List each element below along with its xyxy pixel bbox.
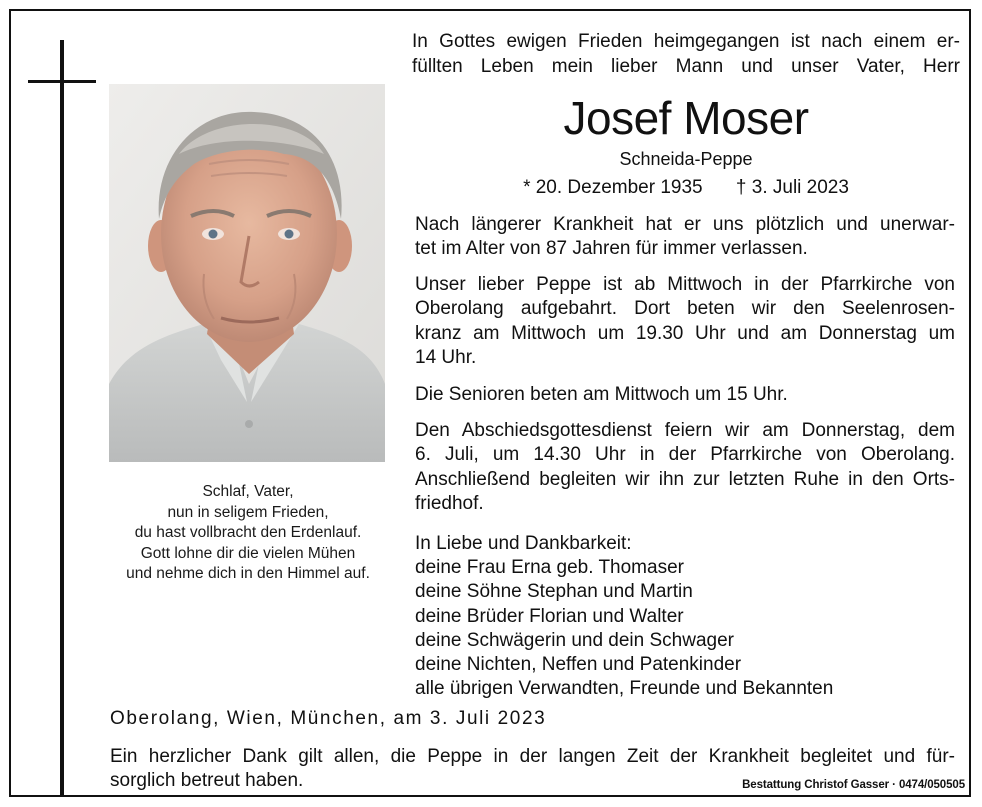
verse-line: du hast vollbracht den Erdenlauf. — [134, 524, 362, 541]
cross-icon-vertical — [60, 40, 64, 796]
paragraph-funeral — [415, 419, 955, 517]
mourner-item: deine Schwägerin und dein Schwager — [415, 629, 734, 651]
paragraph-line: Anschließend begleiten wir ihn zur letzten Ruhe in den Orts- — [415, 468, 955, 490]
paragraph-line: friedhof. — [415, 493, 484, 515]
thanks-line: sorglich betreut haben. — [110, 770, 304, 791]
verse-line: Schlaf, Vater, — [202, 483, 294, 500]
verse-line: Gott lohne dir die vielen Mühen — [140, 544, 356, 562]
paragraph-line: Unser lieber Peppe ist ab Mittwoch in der Pfarrkirche von — [415, 274, 955, 295]
mourner-item: deine Frau Erna geb. Thomaser — [415, 557, 684, 579]
paragraph-line: Den Abschiedsgottesdienst feiern wir am Donnerstag, dem — [415, 420, 955, 441]
mourner-item: deine Nichten, Neffen und Patenkinder — [415, 654, 742, 676]
mourners-list — [415, 532, 955, 701]
undertaker-contact: Bestattung Christof Gasser · 0474/050505 — [742, 779, 965, 791]
paragraph-line: kranz am Mittwoch um 19.30 Uhr und am Donnerstag um — [415, 322, 955, 344]
mourner-item: alle übrigen Verwandten, Freunde und Bekannten — [415, 678, 834, 700]
life-dates — [412, 176, 960, 200]
paragraph-line: 14 Uhr. — [415, 347, 477, 369]
cross-icon-horizontal — [28, 80, 96, 83]
verse-line: und nehme dich in den Himmel auf. — [126, 565, 370, 582]
place-and-date: Oberolang, Wien, München, am 3. Juli 2023 — [110, 708, 547, 729]
intro-text — [412, 30, 960, 79]
mourner-item: deine Brüder Florian und Walter — [415, 605, 684, 627]
paragraph-line: Nach längerer Krankheit hat er uns plötzlich und unerwar- — [415, 214, 955, 235]
birth-date: * 20. Dezember 1935 — [523, 177, 703, 198]
deceased-nickname: Schneida-Peppe — [619, 149, 753, 169]
paragraph-line: 6. Juli, um 14.30 Uhr in der Pfarrkirche von Oberolang. — [415, 444, 955, 466]
paragraph-line: Die Senioren beten am Mittwoch um 15 Uhr. — [415, 384, 788, 405]
paragraph-illness — [415, 213, 955, 262]
portrait-photo — [109, 84, 385, 462]
thanks-line: Ein herzlicher Dank gilt allen, die Peppe in der langen Zeit der Krankheit begleitet und für- — [110, 746, 955, 767]
paragraph-seniors — [415, 383, 955, 407]
intro-line: füllten Leben mein lieber Mann und unser Vater, Herr — [412, 55, 960, 77]
mourners-heading: In Liebe und Dankbarkeit: — [415, 533, 632, 554]
paragraph-line: tet im Alter von 87 Jahren für immer verlassen. — [415, 238, 808, 260]
verse-line: nun in seligem Frieden, — [167, 503, 329, 521]
mourner-item: deine Söhne Stephan und Martin — [415, 581, 693, 603]
intro-line: In Gottes ewigen Frieden heimgegangen ist nach einem er- — [412, 31, 960, 52]
paragraph-viewing — [415, 273, 955, 371]
death-date: † 3. Juli 2023 — [735, 177, 849, 198]
verse-poem — [100, 482, 396, 585]
paragraph-line: Oberolang aufgebahrt. Dort beten wir den Seelenrosen- — [415, 298, 955, 320]
deceased-name: Josef Moser — [563, 92, 809, 144]
